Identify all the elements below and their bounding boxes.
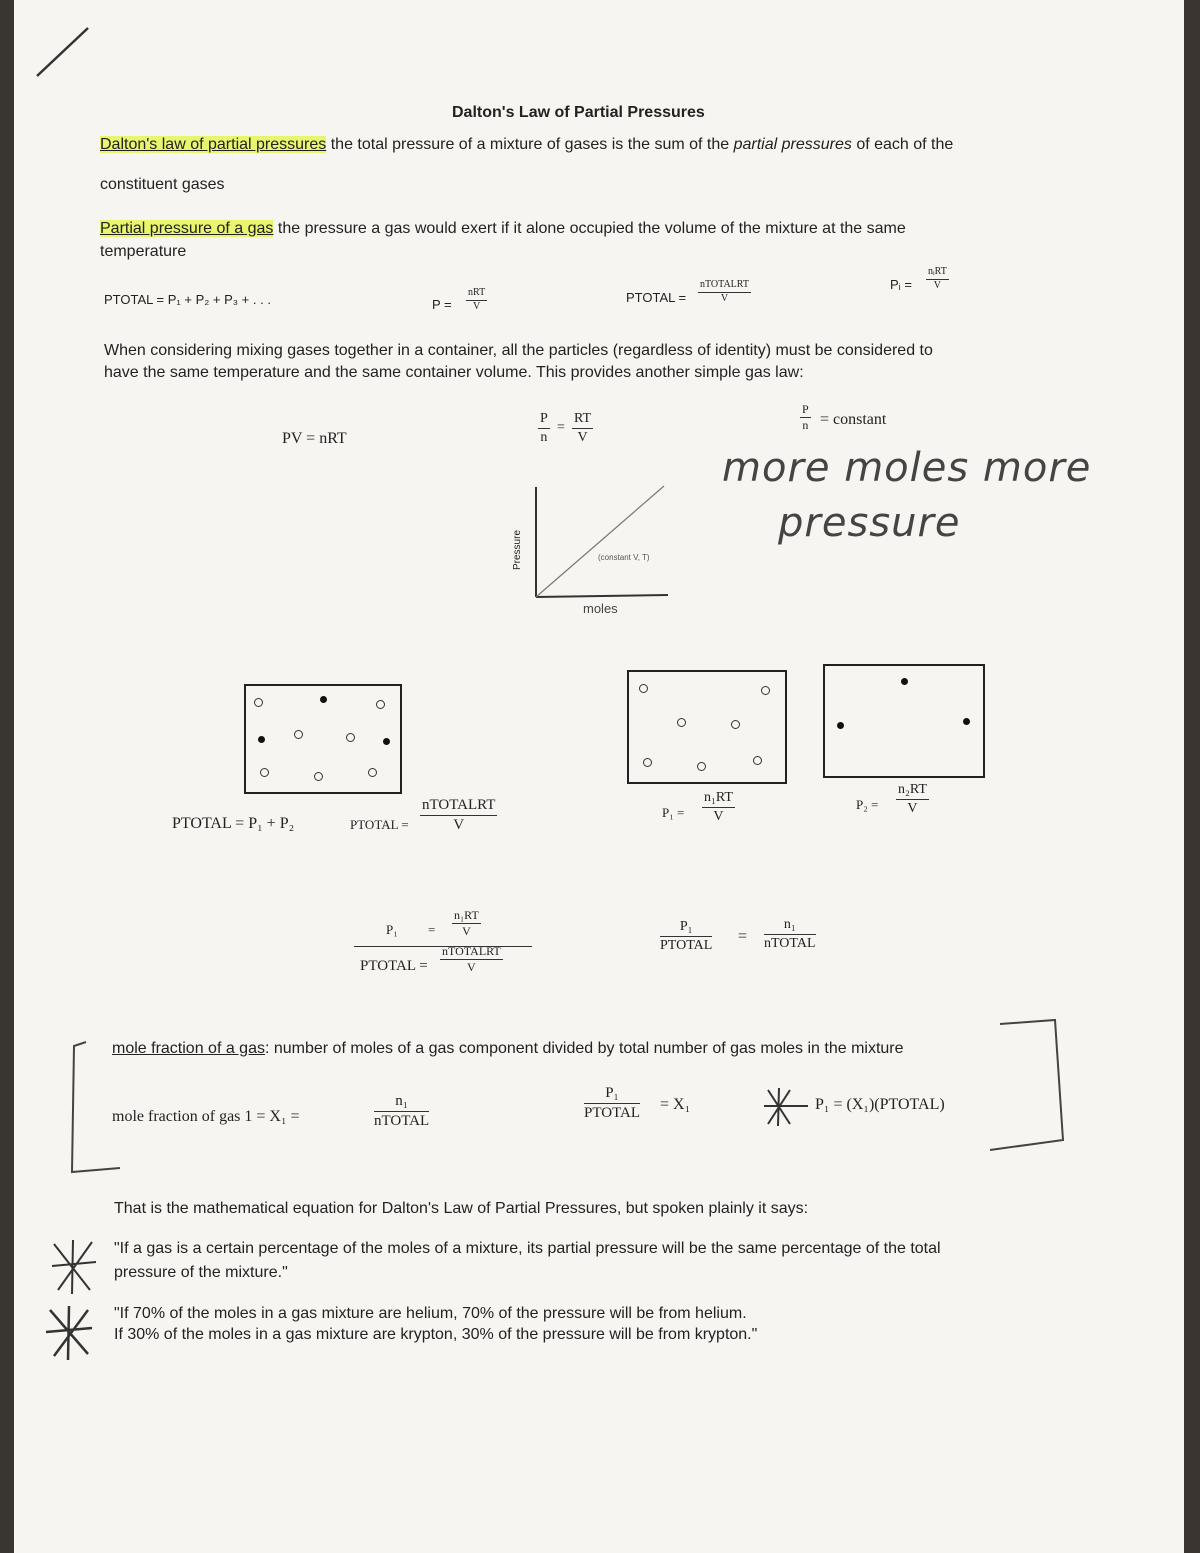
ratio-ptotal: PTOTAL = <box>360 958 428 974</box>
gas2-particle <box>258 736 265 743</box>
gas1-particle <box>376 700 385 709</box>
ratio-v: V <box>462 924 471 938</box>
p-over-n-num: P <box>538 410 550 429</box>
pressure-moles-graph <box>536 486 668 597</box>
ratio-n1rt-fraction <box>452 908 481 939</box>
graph-ylabel: Pressure <box>512 529 523 570</box>
ptotal-caption-num: nTOTALRT <box>420 796 497 816</box>
gas2-particle <box>963 718 970 725</box>
gas1-particle <box>294 730 303 739</box>
ratio-v2: V <box>467 960 476 974</box>
graph-xlabel: moles <box>583 601 618 616</box>
mole-fraction-label: mole fraction of gas 1 = X₁ = <box>112 1108 300 1125</box>
gas2-particle <box>837 722 844 729</box>
star-icon <box>764 1088 808 1126</box>
ratio-r-ntotal: nTOTAL <box>764 935 816 951</box>
p1-caption-num: n₁RT <box>702 789 735 808</box>
mole-fraction-n1-ntotal <box>374 1092 429 1131</box>
mole-fraction-p1-ptotal <box>584 1084 640 1123</box>
pi-fraction <box>926 266 949 292</box>
ptotal-label: PTOTAL = <box>626 290 687 305</box>
ptotal-caption-fraction <box>420 796 497 835</box>
ptotal-num: nTOTALRT <box>698 279 751 293</box>
gas1-particle <box>677 718 686 727</box>
pv-equation: PV = nRT <box>282 430 347 447</box>
right-bracket <box>990 1020 1063 1150</box>
p-fraction <box>466 287 487 313</box>
closing-intro: That is the mathematical equation for Dalton's Law of Partial Pressures, but spoken plainly it says: <box>114 1200 809 1217</box>
handwritten-note-line1: more moles more <box>722 445 1092 491</box>
const-num: P <box>802 402 809 416</box>
ratio-r-n1: n₁ <box>764 916 816 935</box>
gas2-particle <box>383 738 390 745</box>
gas1-particle <box>697 762 706 771</box>
rt-over-v <box>572 410 593 446</box>
partial-term: Partial pressure of a gas <box>100 220 274 237</box>
dalton-term: Dalton's law of partial pressures <box>100 136 327 153</box>
equals-sign: = <box>557 420 565 435</box>
p1-caption-fraction <box>702 789 735 825</box>
ptotal-den: V <box>720 292 729 304</box>
graph-line <box>536 486 664 597</box>
gas1-particle <box>346 733 355 742</box>
ratio-n1-ntotal <box>764 916 816 952</box>
handwritten-note-line2: pressure <box>778 500 961 546</box>
rt-den: V <box>577 429 588 445</box>
constant-text: = constant <box>820 411 887 428</box>
gas1-particle <box>731 720 740 729</box>
page-title: Dalton's Law of Partial Pressures <box>452 104 705 121</box>
p-over-n-constant <box>800 402 811 433</box>
ptotal-sum-equation: PTOTAL = P₁ + P₂ + P₃ + . . . <box>104 292 271 307</box>
gas1-particle <box>639 684 648 693</box>
p1-caption-den: V <box>713 808 724 824</box>
paragraph-line2: have the same temperature and the same container volume. This provides another simple gas law: <box>104 364 804 381</box>
p-label: P = <box>432 297 452 312</box>
ratio-ntotalrt-fraction <box>440 944 503 975</box>
dalton-definition-line2: constituent gases <box>100 176 225 193</box>
p-over-n-den: n <box>540 429 548 445</box>
graph-x-axis <box>536 595 668 597</box>
mf-ptotal: PTOTAL <box>584 1104 641 1121</box>
ratio-r-eq: = <box>738 928 748 945</box>
ptotal-caption-label: PTOTAL = <box>350 817 409 832</box>
star-icon <box>52 1240 96 1294</box>
mf-eq-x1: = X₁ <box>660 1096 691 1113</box>
mixed-gas-container <box>244 684 402 794</box>
gas1-particle <box>753 756 762 765</box>
p-den: V <box>472 300 481 312</box>
const-den: n <box>802 418 809 432</box>
partial-pressure-formula: P₁ = (X₁)(PTOTAL) <box>815 1096 945 1113</box>
star-icon <box>46 1306 92 1360</box>
gas1-particle <box>254 698 263 707</box>
p2-caption-den: V <box>907 800 918 816</box>
p-num: nRT <box>466 287 487 301</box>
p1-caption-label: P₁ = <box>662 805 685 820</box>
dalton-definition-line1 <box>100 136 953 154</box>
p2-caption-num: n₂RT <box>896 781 929 800</box>
gas2-particle <box>901 678 908 685</box>
dalton-italic: partial pressures <box>733 136 852 153</box>
partial-text: the pressure a gas would exert if it alone occupied the volume of the mixture at the same <box>277 220 906 237</box>
mole-fraction-term: mole fraction of a gas <box>112 1040 265 1057</box>
ratio-n1rt: n₁RT <box>454 908 479 922</box>
partial-definition-line1 <box>100 220 906 238</box>
pen-slash <box>37 28 88 76</box>
ptotal-sum-caption: PTOTAL = P₁ + P₂ <box>172 815 295 832</box>
gas2-particle <box>320 696 327 703</box>
p-over-n <box>538 410 550 446</box>
graph-annotation: (constant V, T) <box>598 553 650 562</box>
quote2-line2: If 30% of the moles in a gas mixture are krypton, 30% of the pressure will be from krypton." <box>114 1326 758 1343</box>
ratio-eq: = <box>428 922 436 937</box>
mole-fraction-definition <box>112 1040 904 1058</box>
ratio-p1-ptotal <box>660 918 712 954</box>
gas1-particle <box>260 768 269 777</box>
mole-fraction-text: : number of moles of a gas component divided by total number of gas moles in the mixture <box>264 1040 904 1057</box>
quote2-line1: "If 70% of the moles in a gas mixture are helium, 70% of the pressure will be from helium. <box>114 1305 747 1322</box>
quote1-line2: pressure of the mixture." <box>114 1264 288 1281</box>
mf-n1: n₁ <box>374 1092 429 1112</box>
mf-ntotal: nTOTAL <box>374 1112 430 1129</box>
gas1-particle <box>368 768 377 777</box>
rt-num: RT <box>572 410 593 429</box>
gas1-particle <box>761 686 770 695</box>
p2-caption-label: P₂ = <box>856 797 879 812</box>
gas1-particle <box>643 758 652 767</box>
ratio-r-ptotal: PTOTAL <box>660 937 713 953</box>
p2-caption-fraction <box>896 781 929 817</box>
gas1-container <box>627 670 787 784</box>
paragraph-line1: When considering mixing gases together in a container, all the particles (regardless of identity) must be considered to <box>104 342 933 359</box>
gas1-particle <box>314 772 323 781</box>
ptotal-fraction <box>698 279 751 305</box>
quote1-line1: "If a gas is a certain percentage of the moles of a mixture, its partial pressure will be the same percentage of the total <box>114 1240 941 1257</box>
mf-p1: P₁ <box>584 1084 640 1104</box>
partial-definition-line2: temperature <box>100 243 187 260</box>
pi-label: Pᵢ = <box>890 277 912 292</box>
dalton-text: the total pressure of a mixture of gases is the sum of the <box>330 136 730 153</box>
ratio-ntotalrt: nTOTALRT <box>442 944 501 958</box>
ratio-r-p1: P₁ <box>660 918 712 937</box>
pi-num: nᵢRT <box>926 266 949 280</box>
ratio-p1: P₁ <box>386 922 398 937</box>
dalton-text-end: of each of the <box>856 136 954 153</box>
left-bracket <box>72 1042 120 1172</box>
gas2-container <box>823 664 985 778</box>
pi-den: V <box>933 279 942 291</box>
ptotal-caption-den: V <box>453 816 465 833</box>
